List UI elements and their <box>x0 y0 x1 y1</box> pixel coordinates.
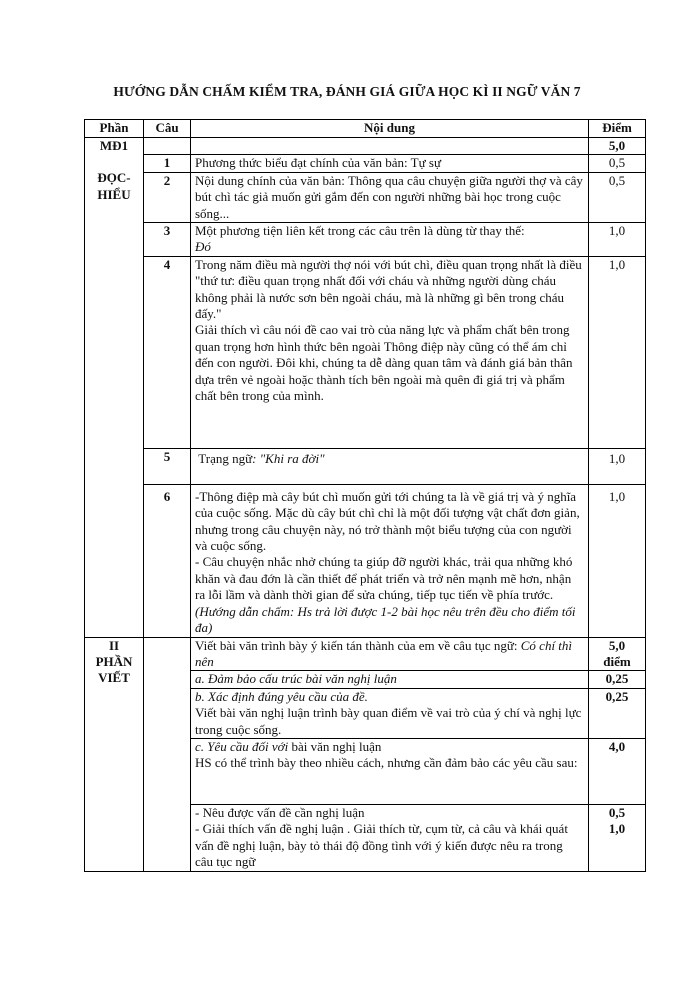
header-content: Nội dung <box>191 120 589 138</box>
criterion-b-title: b. Xác định đúng yêu cầu của đề. <box>195 688 368 704</box>
table-row <box>85 138 646 155</box>
answer-text-italic: Đó <box>195 239 211 255</box>
proverb: Có chí thì nên <box>195 637 573 669</box>
q-empty <box>144 637 191 871</box>
q-empty <box>144 138 191 155</box>
writing-prompt-text: Viết bài văn trình bày ý kiến tán thành của em về câu tục ngữ: <box>195 637 518 653</box>
criterion-c-text: HS có thể trình bày theo nhiều cách, nhưng cần đảm bảo các yêu cầu sau: <box>195 755 578 771</box>
part1-md: MĐ1 <box>99 138 129 153</box>
score: 0,25 <box>589 688 646 738</box>
table-row <box>85 155 646 172</box>
table-row <box>85 172 646 222</box>
header-part: Phần <box>85 120 144 138</box>
score-unit: điểm <box>603 653 631 669</box>
answer-text <box>191 223 589 257</box>
answer-text: Nội dung chính của văn bản: Thông qua câu chuyện giữa người thợ và cây bút chì tác giả muốn gửi gắm đến con người những bài học trong cuộc sống... <box>191 172 589 222</box>
answer-text <box>191 448 589 484</box>
score: 0,5 <box>589 155 646 172</box>
question-number: 1 <box>144 155 191 172</box>
score: 4,0 <box>589 738 646 804</box>
table-row <box>85 223 646 257</box>
answer-text: Phương thức biểu đạt chính của văn bản: Tự sự <box>191 155 589 172</box>
writing-total-score <box>589 637 646 671</box>
part1-name-line1: ĐỌC- <box>97 170 131 186</box>
question-number: 3 <box>144 223 191 257</box>
score <box>589 804 646 871</box>
criterion-d <box>191 804 589 871</box>
table-row <box>85 256 646 448</box>
score: 0,5 <box>589 172 646 222</box>
answer-text <box>191 256 589 448</box>
question-number: 2 <box>144 172 191 222</box>
criterion-a: a. Đảm bảo cấu trúc bài văn nghị luận <box>191 671 589 688</box>
answer-text-italic: : "Khi ra đời" <box>252 450 325 466</box>
criterion-c-title-rest: bài văn nghị luận <box>291 738 382 754</box>
score-value: 5,0 <box>608 637 626 653</box>
answer-text-main: Trạng ngữ <box>198 450 253 466</box>
score: 1,0 <box>589 223 646 257</box>
answer-para-2: Giải thích vì câu nói đề cao vai trò của năng lực và phẩm chất bên trong quan trọng hơn hình thức bên ngoài Thông điệp này cũng có thể ám chỉ đến con người. Đôi khi, chúng ta dễ dàng quan tâm và đánh giá bản thân dựa trên vẻ ngoài hoặc thành tích bên ngoài mà quên đi giá trị và phẩm chất bên trong của mình. <box>195 322 573 404</box>
part1-total-score: 5,0 <box>589 138 646 155</box>
criterion-c-title: c. Yêu cầu đối với <box>195 738 289 754</box>
page-title: HƯỚNG DẪN CHẤM KIỂM TRA, ĐÁNH GIÁ GIỮA HỌC KÌ II NGỮ VĂN 7 <box>113 84 581 99</box>
part2-name-line2: VIẾT <box>98 670 130 686</box>
table-row <box>85 448 646 484</box>
part2-number: II <box>108 637 120 653</box>
grading-table <box>84 119 646 872</box>
answer-para-1: -Thông điệp mà cây bút chì muốn gửi tới chúng ta là về giá trị và ý nghĩa của cuộc sống. Mặc dù cây bút chì chỉ là một đối tượng vật chất đơn giản, nhưng trong câu chuyện này, nó trở thành một biểu tượng của con người và cuộc sống. <box>195 488 580 554</box>
header-question: Câu <box>144 120 191 138</box>
answer-para-2: - Câu chuyện nhắc nhở chúng ta giúp đỡ người khác, trải qua những khó khăn và đau đớn là cần thiết để phát triển và trở nên mạnh mẽ hơn, nhận ra lỗi lầm và dành thời gian để sửa chúng, tiếp tục tiến về phía trước. <box>195 554 573 603</box>
score-1: 0,5 <box>608 804 626 820</box>
part1-cell <box>85 138 144 638</box>
table-header-row <box>85 120 646 138</box>
criterion-b <box>191 688 589 738</box>
table-row <box>85 637 646 671</box>
criterion-d-para-1: - Nêu được vấn đề cần nghị luận <box>195 804 365 820</box>
question-number: 4 <box>144 256 191 448</box>
writing-prompt <box>191 637 589 671</box>
header-score: Điểm <box>589 120 646 138</box>
criterion-b-text: Viết bài văn nghị luận trình bày quan điểm về vai trò của ý chí và nghị lực trong cuộc sống. <box>195 705 582 737</box>
part2-name-line1: PHẦN <box>95 653 133 669</box>
content-empty <box>191 138 589 155</box>
criterion-d-para-2: - Giải thích vấn đề nghị luận . Giải thích từ, cụm từ, cả câu và khái quát vấn đề nghị luận, bày tỏ thái độ đồng tình với ý kiến được nêu ra trong câu tục ngữ <box>195 821 568 870</box>
answer-text-main: Một phương tiện liên kết trong các câu trên là dùng từ thay thế: <box>195 223 525 239</box>
part1-name-line2: HIỂU <box>97 186 131 202</box>
score: 0,25 <box>589 671 646 688</box>
part2-cell <box>85 637 144 871</box>
criterion-c <box>191 738 589 804</box>
grading-note: (Hướng dẫn chấm: Hs trả lời được 1-2 bài học nêu trên đều cho điểm tối đa) <box>195 603 576 636</box>
score: 1,0 <box>589 448 646 484</box>
score: 1,0 <box>589 484 646 637</box>
score: 1,0 <box>589 256 646 448</box>
answer-text <box>191 484 589 637</box>
question-number: 5 <box>144 448 191 484</box>
answer-para-1: Trong năm điều mà người thợ nói với bút chì, điều quan trọng nhất là điều "thứ tư: điều quan trọng nhất đối với cháu và những người dùng cháu không phải là nước sơn bên ngoài cháu, mà là những gì bên trong cháu đấy." <box>195 256 582 322</box>
question-number: 6 <box>144 484 191 637</box>
score-2: 1,0 <box>608 821 626 837</box>
table-row <box>85 484 646 637</box>
